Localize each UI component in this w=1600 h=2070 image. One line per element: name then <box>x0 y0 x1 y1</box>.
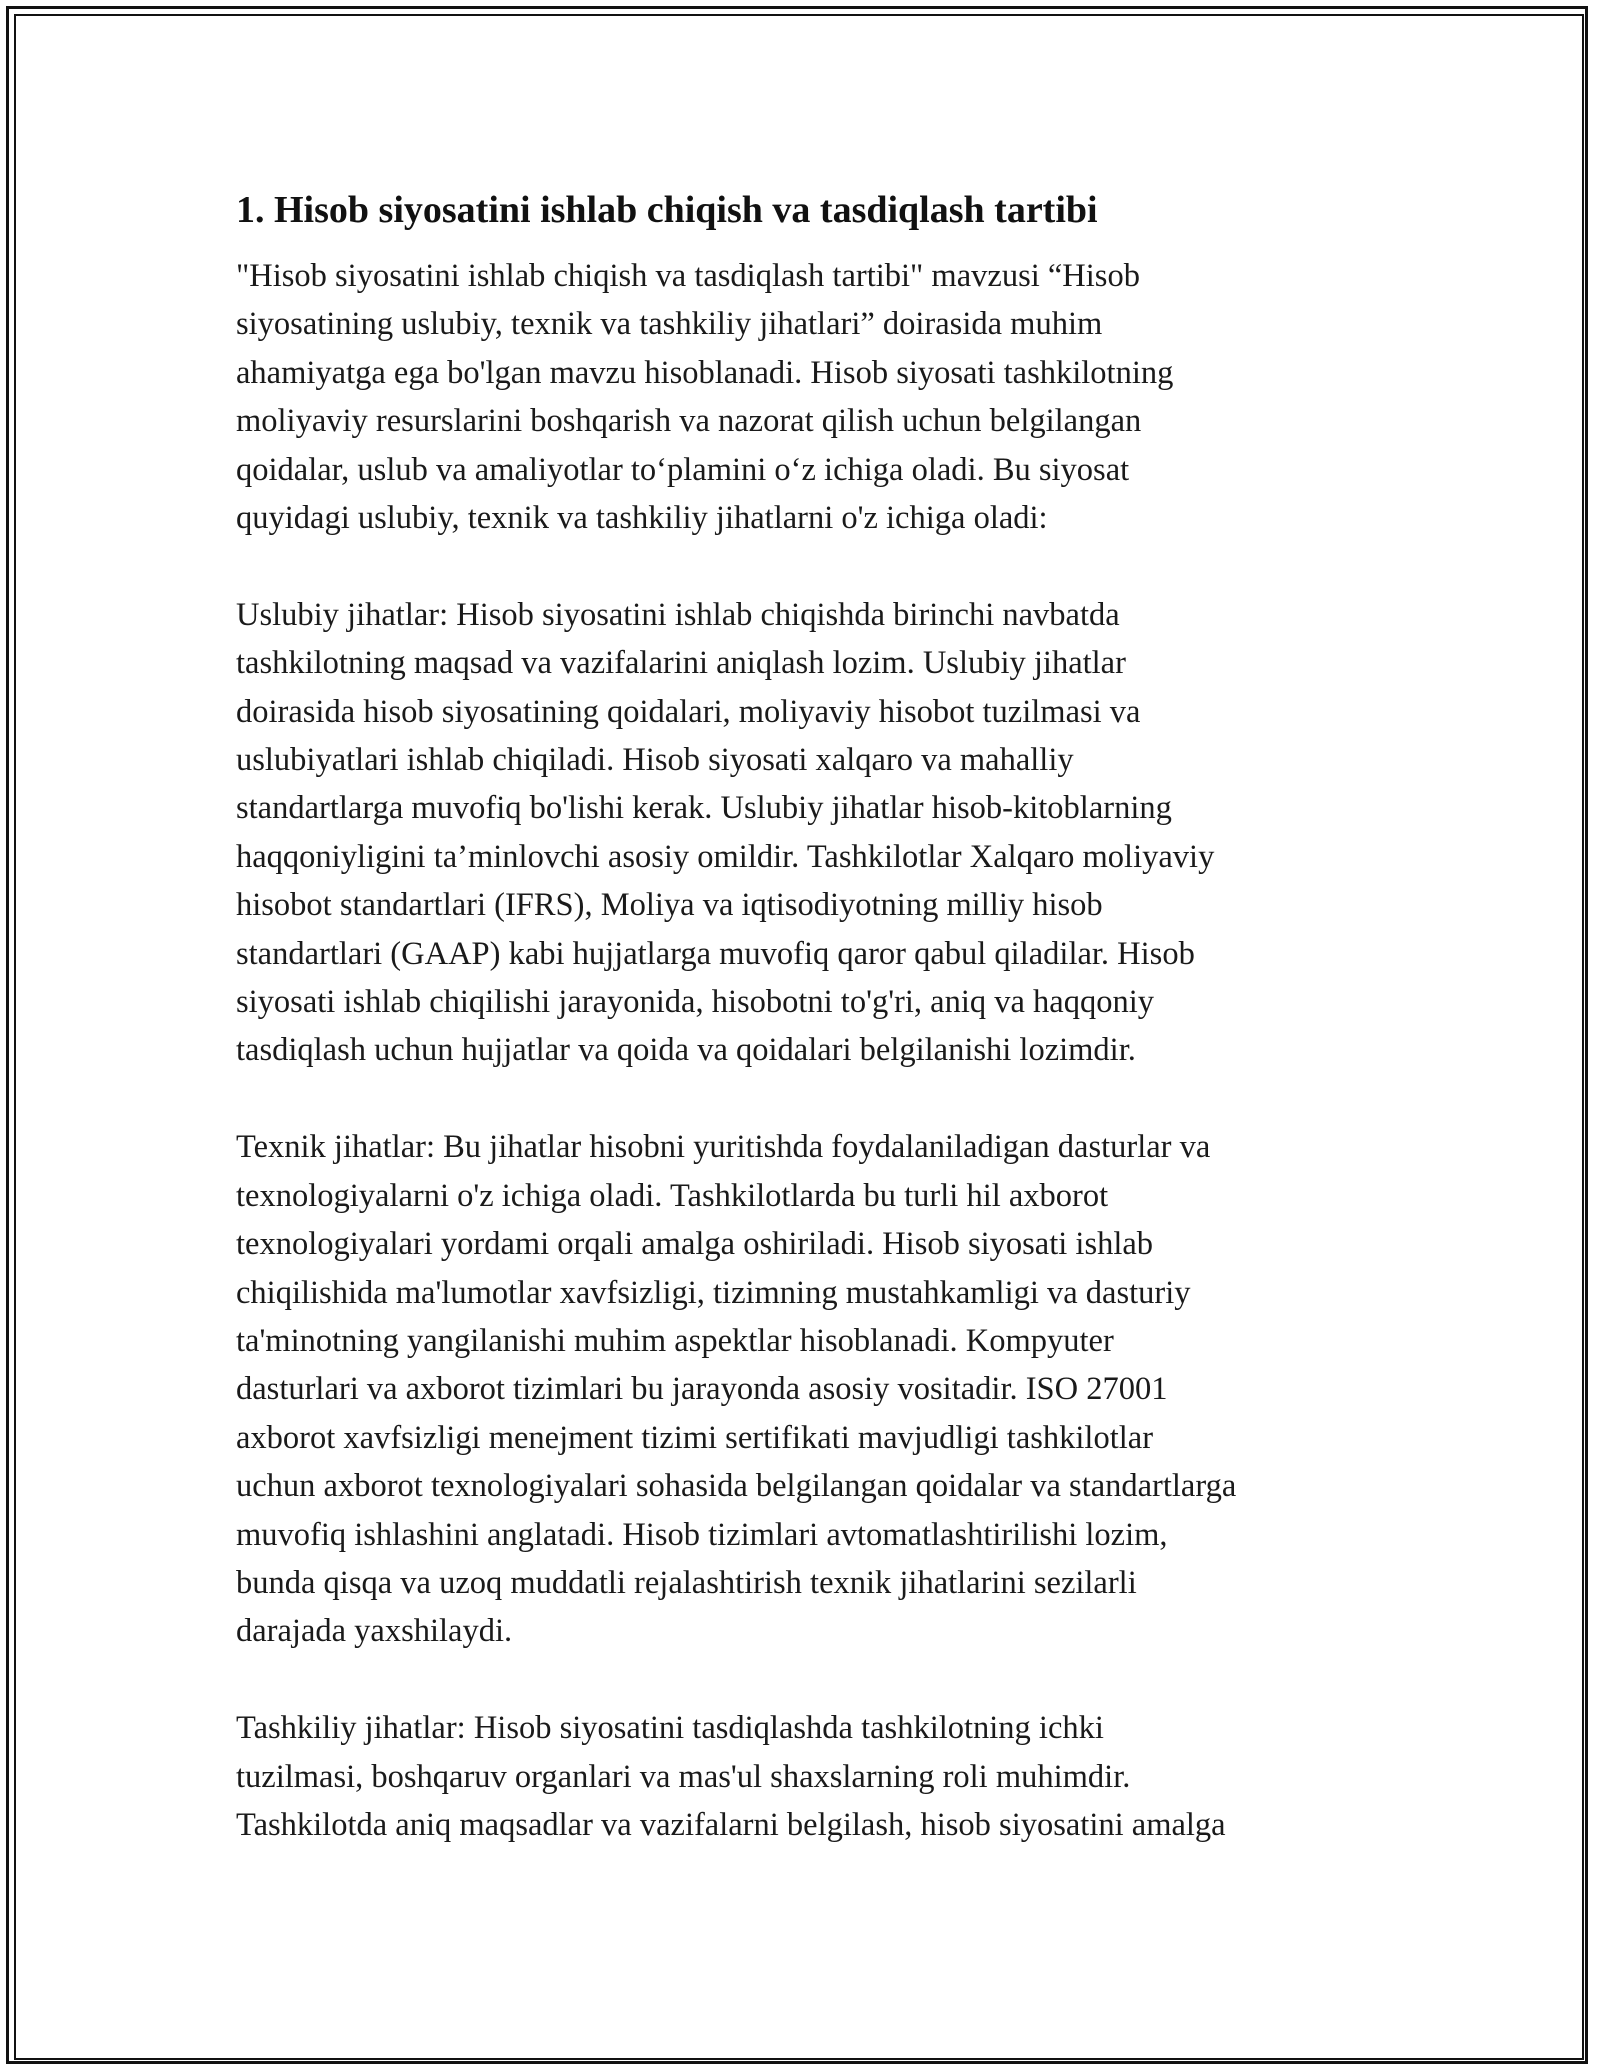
text-line: haqqoniyligini ta’minlovchi asosiy omildir. Tashkilotlar Xalqaro moliyaviy <box>236 838 1215 875</box>
text-line: muvofiq ishlashini anglatadi. Hisob tizimlari avtomatlashtirilishi lozim, <box>236 1516 1168 1553</box>
technical-paragraph <box>236 1123 1386 1655</box>
text-line: texnologiyalari yordami orqali amalga oshiriladi. Hisob siyosati ishlab <box>236 1226 1154 1263</box>
text-line: Tashkilotda aniq maqsadlar va vazifalarni belgilash, hisob siyosatini amalga <box>236 1806 1226 1843</box>
text-line: quyidagi uslubiy, texnik va tashkiliy jihatlarni o'z ichiga oladi: <box>236 500 1048 537</box>
text-line: tashkilotning maqsad va vazifalarini aniqlash lozim. Uslubiy jihatlar <box>236 645 1126 682</box>
text-line: siyosatining uslubiy, texnik va tashkiliy jihatlari” doirasida muhim <box>236 306 1103 343</box>
text-line: texnologiyalarni o'z ichiga oladi. Tashkilotlarda bu turli hil axborot <box>236 1177 1109 1214</box>
methodological-paragraph <box>236 591 1386 1075</box>
text-line: "Hisob siyosatini ishlab chiqish va tasdiqlash tartibi" mavzusi “Hisob <box>236 258 1140 294</box>
intro-paragraph <box>236 252 1386 542</box>
text-line: uchun axborot texnologiyalari sohasida belgilangan qoidalar va standartlarga <box>236 1468 1237 1505</box>
organizational-paragraph <box>236 1704 1386 1849</box>
text-line: dasturlari va axborot tizimlari bu jarayonda asosiy vositadir. ISO 27001 <box>236 1371 1168 1408</box>
text-line: axborot xavfsizligi menejment tizimi sertifikati mavjudligi tashkilotlar <box>236 1419 1154 1456</box>
text-line: bunda qisqa va uzoq muddatli rejalashtirish texnik jihatlarini sezilarli <box>236 1564 1137 1601</box>
text-line: qoidalar, uslub va amaliyotlar to‘plamini o‘z ichiga oladi. Bu siyosat <box>236 451 1130 488</box>
text-line: Tashkiliy jihatlar: Hisob siyosatini tasdiqlashda tashkilotning ichki <box>236 1710 1104 1747</box>
text-line: siyosati ishlab chiqilishi jarayonida, hisobotni to'g'ri, aniq va haqqoniy <box>236 984 1154 1021</box>
text-line: ahamiyatga ega bo'lgan mavzu hisoblanadi. Hisob siyosati tashkilotning <box>236 354 1174 391</box>
text-line: doirasida hisob siyosatining qoidalari, moliyaviy hisobot tuzilmasi va <box>236 693 1141 730</box>
text-line: darajada yaxshilaydi. <box>236 1613 513 1650</box>
text-line: hisobot standartlari (IFRS), Moliya va iqtisodiyotning milliy hisob <box>236 887 1103 924</box>
section-heading: 1. Hisob siyosatini ishlab chiqish va tasdiqlash tartibi <box>236 189 1098 231</box>
text-line: Texnik jihatlar: Bu jihatlar hisobni yuritishda foydalaniladigan dasturlar va <box>236 1129 1211 1166</box>
text-line: Uslubiy jihatlar: Hisob siyosatini ishlab chiqishda birinchi navbatda <box>236 596 1120 633</box>
text-line: ta'minotning yangilanishi muhim aspektlar hisoblanadi. Kompyuter <box>236 1322 1114 1359</box>
text-line: uslubiyatlari ishlab chiqiladi. Hisob siyosati xalqaro va mahalliy <box>236 742 1074 779</box>
text-line: standartlarga muvofiq bo'lishi kerak. Uslubiy jihatlar hisob-kitoblarning <box>236 790 1172 827</box>
document-body <box>236 186 1386 1898</box>
text-line: tasdiqlash uchun hujjatlar va qoida va qoidalari belgilanishi lozimdir. <box>236 1032 1136 1069</box>
text-line: chiqilishida ma'lumotlar xavfsizligi, tizimning mustahkamligi va dasturiy <box>236 1274 1191 1311</box>
text-line: moliyaviy resurslarini boshqarish va nazorat qilish uchun belgilangan <box>236 403 1142 440</box>
text-line: standartlari (GAAP) kabi hujjatlarga muvofiq qaror qabul qiladilar. Hisob <box>236 935 1195 972</box>
text-line: tuzilmasi, boshqaruv organlari va mas'ul shaxslarning roli muhimdir. <box>236 1758 1131 1795</box>
paragraphs-container <box>236 252 1386 1849</box>
